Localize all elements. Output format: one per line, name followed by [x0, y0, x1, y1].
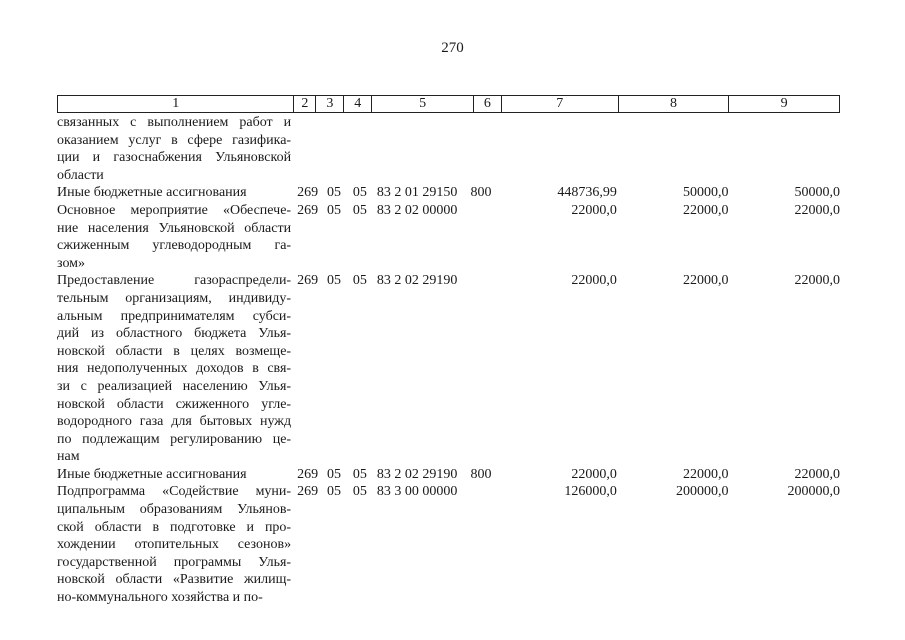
description-line: оказанием услуг в сфере газифика-	[57, 132, 292, 148]
header-col-3: 3	[316, 96, 344, 112]
table-row	[57, 466, 840, 484]
row-description	[57, 483, 293, 606]
description-line: Предоставление газораспредели-	[57, 273, 292, 289]
target-article-code: 83 3 00 00000	[376, 484, 458, 500]
row-description	[57, 466, 293, 484]
header-col-4: 4	[344, 96, 372, 112]
description-line: новской области сжиженного угле-	[57, 396, 292, 412]
description-line: ской области в подготовке и про-	[57, 519, 292, 535]
page-number: 270	[441, 40, 464, 56]
amount-col-7: 448736,99	[557, 185, 617, 201]
amount-col-8: 200000,0	[675, 484, 729, 500]
description-line: сжиженным углеводородным га-	[57, 238, 292, 254]
description-line: Основное мероприятие «Обеспече-	[57, 202, 292, 218]
subsection-code: 05	[352, 273, 367, 289]
target-article-code: 83 2 02 29190	[376, 273, 458, 289]
amount-col-7: 22000,0	[571, 202, 617, 218]
target-article-code: 83 2 01 29150	[376, 185, 458, 201]
subsection-code: 05	[352, 466, 367, 482]
description-line: государственной программы Улья-	[57, 554, 292, 570]
description-line: тельным организациям, индивиду-	[57, 290, 292, 306]
description-line: нам	[57, 449, 80, 465]
section-code: 05	[326, 466, 341, 482]
description-line: хождении отопительных сезонов»	[57, 537, 292, 553]
table-row	[57, 272, 840, 466]
subsection-code: 05	[352, 484, 367, 500]
description-line: новской области в целях возмеще-	[57, 343, 292, 359]
description-line: но-коммунального хозяйства и по-	[57, 590, 263, 606]
ministry-code: 269	[297, 273, 319, 289]
subsection-code: 05	[352, 202, 367, 218]
ministry-code: 269	[297, 185, 319, 201]
expense-type-code: 800	[470, 466, 492, 482]
ministry-code: 269	[297, 202, 319, 218]
description-line: дий из областного бюджета Улья-	[57, 326, 292, 342]
section-code: 05	[326, 202, 341, 218]
description-line: области	[57, 167, 104, 183]
table-row	[57, 202, 840, 272]
description-line: ципальным образованиям Ульянов-	[57, 502, 292, 518]
header-col-9: 9	[780, 96, 788, 111]
description-line: зом»	[57, 255, 86, 271]
table-header-row	[57, 95, 840, 113]
amount-col-7: 22000,0	[571, 273, 617, 289]
ministry-code: 269	[297, 484, 319, 500]
description-line: ние населения Ульяновской области	[57, 220, 292, 236]
description-line: зи с реализацией населению Улья-	[57, 378, 292, 394]
amount-col-7: 22000,0	[571, 466, 617, 482]
subsection-code: 05	[352, 185, 367, 201]
row-description	[57, 272, 293, 466]
amount-col-9: 50000,0	[794, 185, 841, 201]
amount-col-8: 22000,0	[682, 202, 729, 218]
description-line: ции и газоснабжения Ульяновской	[57, 150, 292, 166]
row-description	[57, 184, 293, 202]
row-description	[57, 114, 293, 184]
amount-col-8: 50000,0	[682, 185, 729, 201]
description-line: Иные бюджетные ассигнования	[57, 466, 247, 482]
header-col-1: 1	[58, 96, 294, 112]
description-line: альным предпринимателям субси-	[57, 308, 292, 324]
row-description	[57, 202, 293, 272]
section-code: 05	[326, 273, 341, 289]
ministry-code: 269	[297, 466, 319, 482]
header-col-6: 6	[474, 96, 502, 112]
description-line: Иные бюджетные ассигнования	[57, 185, 247, 201]
expense-type-code: 800	[470, 185, 492, 201]
description-line: Подпрограмма «Содействие муни-	[57, 484, 292, 500]
header-col-7: 7	[502, 96, 619, 112]
description-line: водородного газа для бытовых нужд	[57, 414, 292, 430]
target-article-code: 83 2 02 00000	[376, 202, 458, 218]
amount-col-9: 22000,0	[794, 273, 841, 289]
section-code: 05	[326, 484, 341, 500]
description-line: новской области «Развитие жилищ-	[57, 572, 292, 588]
table-body	[57, 114, 840, 607]
amount-col-9: 200000,0	[787, 484, 841, 500]
table-row	[57, 184, 840, 202]
amount-col-9: 22000,0	[794, 202, 841, 218]
amount-col-9: 22000,0	[794, 466, 841, 482]
description-line: ния недополученных доходов в свя-	[57, 361, 292, 377]
header-col-2: 2	[294, 96, 316, 112]
amount-col-8: 22000,0	[682, 466, 729, 482]
table-row	[57, 114, 840, 184]
description-line: связанных с выполнением работ и	[57, 115, 292, 130]
header-col-8: 8	[619, 96, 730, 112]
target-article-code: 83 2 02 29190	[376, 466, 458, 482]
amount-col-8: 22000,0	[682, 273, 729, 289]
amount-col-7: 126000,0	[564, 484, 617, 500]
table-row	[57, 483, 840, 606]
section-code: 05	[326, 185, 341, 201]
description-line: по подлежащим регулированию це-	[57, 431, 292, 447]
header-col-5: 5	[372, 96, 474, 112]
